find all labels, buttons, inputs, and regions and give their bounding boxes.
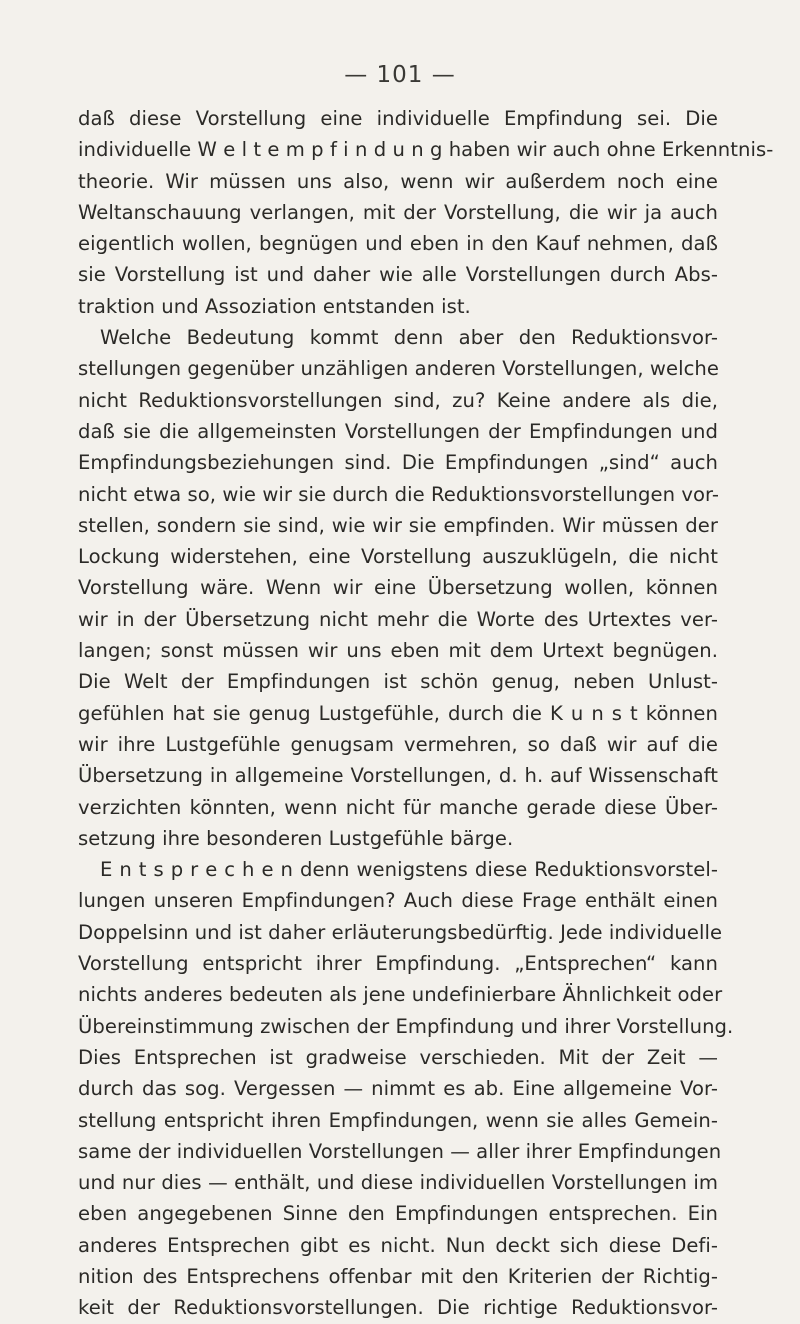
text-line: Doppelsinn und ist daher erläuterungsbedürftig. Jede individuelle xyxy=(78,920,723,944)
text-line: eben angegebenen Sinne den Empfindungen entsprechen. Ein xyxy=(78,1202,718,1226)
text-line: same der individuellen Vorstellungen — aller ihrer Empfindungen xyxy=(78,1139,722,1163)
text-line: verzichten könnten, wenn nicht für manche gerade diese Über- xyxy=(78,795,718,819)
text-line: lungen unseren Empfindungen? Auch diese Frage enthält einen xyxy=(78,889,718,913)
text-line: Welche Bedeutung kommt denn aber den Reduktionsvor- xyxy=(100,326,718,350)
page-number: — 101 — xyxy=(344,62,456,88)
text-line: Die Welt der Empfindungen ist schön genug, neben Unlust- xyxy=(78,670,718,694)
text-line: wir ihre Lustgefühle genugsam vermehren, so daß wir auf die xyxy=(78,732,718,756)
text-line: Dies Entsprechen ist gradweise verschieden. Mit der Zeit — xyxy=(78,1045,718,1069)
text-line: Vorstellung wäre. Wenn wir eine Übersetzung wollen, können xyxy=(78,576,718,600)
text-line: Übersetzung in allgemeine Vorstellungen, d. h. auf Wissenschaft xyxy=(78,764,718,788)
text-line: keit der Reduktionsvorstellungen. Die richtige Reduktionsvor- xyxy=(78,1296,718,1320)
text-line: Weltanschauung verlangen, mit der Vorstellung, die wir ja auch xyxy=(78,200,718,224)
text-line: langen; sonst müssen wir uns eben mit dem Urtext begnügen. xyxy=(78,639,718,663)
text-line: stellung entspricht ihren Empfindungen, wenn sie alles Gemein- xyxy=(78,1108,718,1132)
text-line: theorie. Wir müssen uns also, wenn wir außerdem noch eine xyxy=(78,169,718,193)
text-line: nicht etwa so, wie wir sie durch die Reduktionsvorstellungen vor- xyxy=(78,482,720,506)
text-line: durch das sog. Vergessen — nimmt es ab. Eine allgemeine Vor- xyxy=(78,1077,718,1101)
text-line: sie Vorstellung ist und daher wie alle Vorstellungen durch Abs- xyxy=(78,263,718,287)
text-line: anderes Entsprechen gibt es nicht. Nun deckt sich diese Defi- xyxy=(78,1233,718,1257)
text-line: wir in der Übersetzung nicht mehr die Worte des Urtextes ver- xyxy=(78,607,718,631)
text-line: eigentlich wollen, begnügen und eben in den Kauf nehmen, daß xyxy=(78,232,718,256)
text-line: Vorstellung entspricht ihrer Empfindung. „Entsprechen“ kann xyxy=(78,952,718,976)
text-line: Lockung widerstehen, eine Vorstellung auszuklügeln, die nicht xyxy=(78,545,718,569)
text-line: nicht Reduktionsvorstellungen sind, zu? Keine andere als die, xyxy=(78,388,718,412)
text-line: traktion und Assoziation entstanden ist. xyxy=(78,294,471,318)
text-line: Empfindungsbeziehungen sind. Die Empfindungen „sind“ auch xyxy=(78,451,718,475)
text-line: und nur dies — enthält, und diese individuellen Vorstellungen im xyxy=(78,1171,718,1195)
text-line: E n t s p r e c h e n denn wenigstens diese Reduktionsvorstel- xyxy=(100,858,718,882)
text-line: stellen, sondern sie sind, wie wir sie empfinden. Wir müssen der xyxy=(78,513,718,537)
text-line: individuelle W e l t e m p f i n d u n g haben wir auch ohne Erkenntnis- xyxy=(78,138,774,162)
text-line: nition des Entsprechens offenbar mit den Kriterien der Richtig- xyxy=(78,1264,718,1288)
text-line: daß diese Vorstellung eine individuelle Empfindung sei. Die xyxy=(78,107,718,130)
text-line: nichts anderes bedeuten als jene undefinierbare Ähnlichkeit oder xyxy=(78,983,723,1007)
text-line: daß sie die allgemeinsten Vorstellungen der Empfindungen und xyxy=(78,419,718,443)
text-line: stellungen gegenüber unzähligen anderen Vorstellungen, welche xyxy=(78,357,720,381)
text-line: Übereinstimmung zwischen der Empfindung und ihrer Vorstellung. xyxy=(78,1014,734,1038)
text-line: setzung ihre besonderen Lustgefühle bärge. xyxy=(78,826,514,850)
text-line: gefühlen hat sie genug Lustgefühle, durch die K u n s t können xyxy=(78,701,718,725)
body-text xyxy=(78,103,774,1324)
